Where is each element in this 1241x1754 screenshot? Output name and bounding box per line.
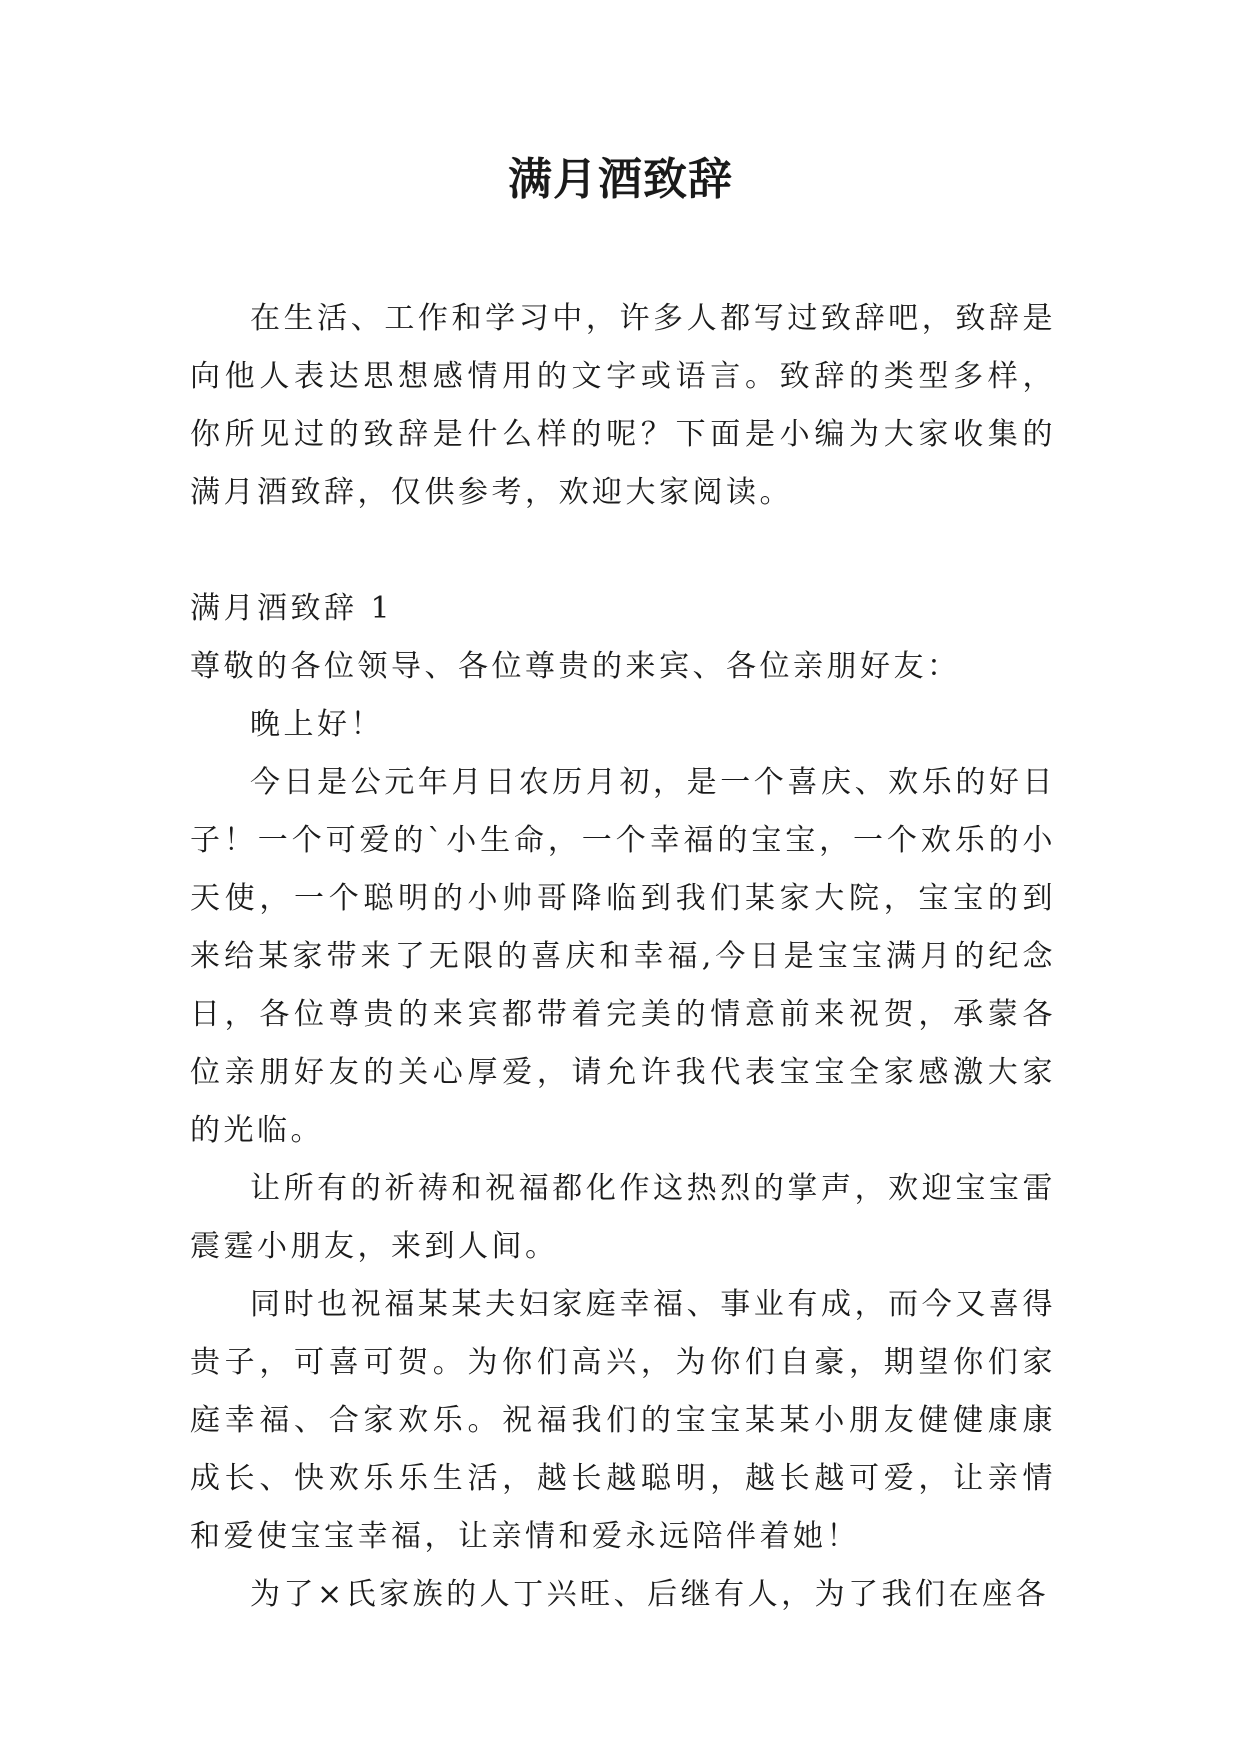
section-heading: 满月酒致辞 1 (190, 591, 394, 626)
body-paragraph: 同时也祝福某某夫妇家庭幸福、事业有成，而今又喜得贵子，可喜可贺。为你们高兴，为你们自豪，期望你们家庭幸福、合家欢乐。祝福我们的宝宝某某小朋友健健康康成长、快欢乐乐生活，越长越聪明，越长越可爱，让亲情和爱使宝宝幸福，让亲情和爱永远陪伴着她！ (190, 1287, 1056, 1554)
salutation: 尊敬的各位领导、各位尊贵的来宾、各位亲朋好友： (190, 649, 961, 684)
intro-paragraph: 在生活、工作和学习中，许多人都写过致辞吧，致辞是向他人表达思想感情用的文字或语言。致辞的类型多样，你所见过的致辞是什么样的呢？下面是小编为大家收集的满月酒致辞，仅供参考，欢迎大家阅读。 (190, 301, 1056, 510)
greeting: 晚上好！ (250, 707, 384, 742)
body-paragraph: 今日是公元年月日农历月初，是一个喜庆、欢乐的好日子！一个可爱的`小生命，一个幸福的宝宝，一个欢乐的小天使，一个聪明的小帅哥降临到我们某家大院，宝宝的到来给某家带来了无限的喜庆和幸福,今日是宝宝满月的纪念日，各位尊贵的来宾都带着完美的情意前来祝贺，承蒙各位亲朋好友的关心厚爱，请允许我代表宝宝全家感激大家的光临。 (190, 765, 1056, 1148)
body-paragraph: 让所有的祈祷和祝福都化作这热烈的掌声，欢迎宝宝雷震霆小朋友，来到人间。 (190, 1171, 1056, 1264)
body-paragraph: 为了×氏家族的人丁兴旺、后继有人，为了我们在座各 (250, 1577, 1050, 1612)
document-title: 满月酒致辞 (508, 154, 733, 205)
spacer (190, 522, 1056, 580)
document-body (190, 290, 1056, 1624)
